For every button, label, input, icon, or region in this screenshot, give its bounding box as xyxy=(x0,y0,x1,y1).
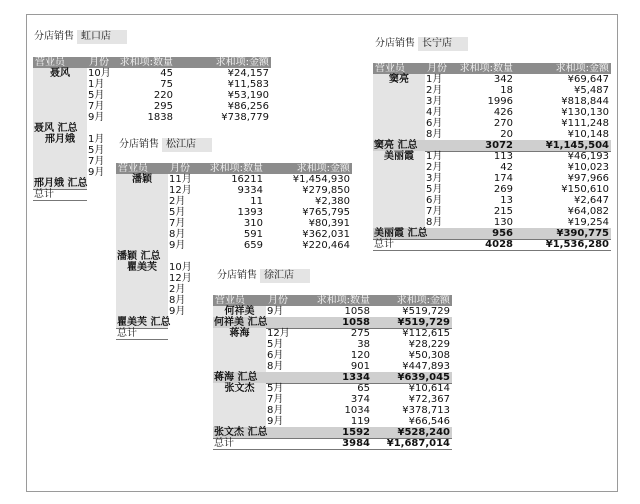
month-cell[interactable]: 8月 xyxy=(267,405,284,416)
amount-cell[interactable]: ¥111,248 xyxy=(561,118,609,129)
salesperson-cell-bg xyxy=(116,174,168,251)
month-cell[interactable]: 9月 xyxy=(88,112,105,123)
subtotal-qty[interactable]: 956 xyxy=(492,228,513,239)
amount-cell[interactable]: ¥1,454,930 xyxy=(292,174,350,185)
pivot-title-hongkou xyxy=(33,30,127,44)
qty-cell[interactable]: 174 xyxy=(493,173,513,184)
header-month[interactable]: 月份 xyxy=(170,163,190,174)
month-cell[interactable]: 2月 xyxy=(169,196,186,207)
month-cell[interactable]: 1月 xyxy=(88,79,105,90)
month-cell[interactable]: 9月 xyxy=(169,240,186,251)
qty-cell[interactable]: 11 xyxy=(250,196,263,207)
amount-cell[interactable]: ¥10,148 xyxy=(567,129,609,140)
salesperson-name[interactable]: 何祥美 xyxy=(224,306,255,317)
pivot-header-row xyxy=(116,163,352,174)
qty-cell[interactable]: 113 xyxy=(493,151,513,162)
subtotal-qty[interactable]: 3072 xyxy=(485,140,513,151)
subtotal-amount[interactable]: ¥519,729 xyxy=(397,317,450,328)
amount-cell[interactable]: ¥66,546 xyxy=(408,416,450,427)
subtotal-label[interactable]: 蒋海 汇总 xyxy=(214,372,258,383)
qty-cell[interactable]: 1838 xyxy=(147,112,173,123)
pivot-title-value[interactable]: 徐汇店 xyxy=(260,269,310,283)
grand-total-line xyxy=(116,339,168,340)
qty-cell[interactable]: 1393 xyxy=(237,207,263,218)
header-amount[interactable]: 求和项:金额 xyxy=(215,57,269,68)
salesperson-name[interactable]: 张文杰 xyxy=(224,383,255,394)
header-qty[interactable]: 求和项:数量 xyxy=(209,163,263,174)
month-cell[interactable]: 7月 xyxy=(267,394,284,405)
qty-cell[interactable]: 659 xyxy=(243,240,263,251)
grand-total-line xyxy=(373,250,611,251)
amount-cell[interactable]: ¥112,615 xyxy=(402,328,450,339)
amount-cell[interactable]: ¥2,380 xyxy=(315,196,350,207)
qty-cell[interactable]: 220 xyxy=(153,90,173,101)
header-month[interactable]: 月份 xyxy=(268,295,288,306)
amount-cell[interactable]: ¥97,966 xyxy=(567,173,609,184)
month-cell[interactable]: 2月 xyxy=(426,85,443,96)
amount-cell[interactable]: ¥24,157 xyxy=(227,68,269,79)
amount-cell[interactable]: ¥362,031 xyxy=(302,229,350,240)
header-salesperson[interactable]: 营业员 xyxy=(35,57,65,68)
month-cell[interactable]: 5月 xyxy=(426,184,443,195)
subtotal-label[interactable]: 何祥美 汇总 xyxy=(214,317,268,328)
qty-cell[interactable]: 65 xyxy=(357,383,370,394)
month-cell[interactable]: 8月 xyxy=(426,129,443,140)
amount-cell[interactable]: ¥19,254 xyxy=(567,217,609,228)
subtotal-qty[interactable]: 1592 xyxy=(342,427,370,438)
pivot-header-row xyxy=(33,57,271,68)
month-cell[interactable]: 3月 xyxy=(426,96,443,107)
grand-total-line xyxy=(213,449,452,450)
month-cell[interactable]: 6月 xyxy=(426,195,443,206)
qty-cell[interactable]: 9334 xyxy=(237,185,263,196)
month-cell[interactable]: 12月 xyxy=(267,328,290,339)
qty-cell[interactable]: 374 xyxy=(350,394,370,405)
amount-cell[interactable]: ¥738,779 xyxy=(221,112,269,123)
pivot-table-xuhui xyxy=(213,295,452,450)
month-cell[interactable]: 7月 xyxy=(169,218,186,229)
amount-cell[interactable]: ¥72,367 xyxy=(408,394,450,405)
salesperson-cell-bg xyxy=(373,151,425,228)
month-cell[interactable]: 1月 xyxy=(426,151,443,162)
pivot-header-row xyxy=(213,295,452,306)
subtotal-qty[interactable]: 1058 xyxy=(342,317,370,328)
month-cell[interactable]: 7月 xyxy=(426,206,443,217)
pivot-title-label: 分店销售 xyxy=(217,270,257,281)
month-cell[interactable]: 6月 xyxy=(267,350,284,361)
grand-total-line xyxy=(33,200,87,201)
pivot-title-value[interactable]: 虹口店 xyxy=(77,30,127,44)
month-cell[interactable]: 8月 xyxy=(426,217,443,228)
salesperson-name[interactable]: 蒋海 xyxy=(229,328,250,339)
pivot-table-changning xyxy=(373,63,611,251)
grand-total-qty[interactable]: 3984 xyxy=(342,438,370,449)
pivot-title-label: 分店销售 xyxy=(119,139,159,150)
month-cell[interactable]: 5月 xyxy=(88,145,105,156)
qty-cell[interactable]: 901 xyxy=(350,361,370,372)
amount-cell[interactable]: ¥10,023 xyxy=(567,162,609,173)
amount-cell[interactable]: ¥10,614 xyxy=(408,383,450,394)
qty-cell[interactable]: 16211 xyxy=(231,174,263,185)
pivot-header-row xyxy=(373,63,611,74)
salesperson-name[interactable]: 邢月娥 xyxy=(45,134,75,145)
qty-cell[interactable]: 38 xyxy=(357,339,370,350)
month-cell[interactable]: 9月 xyxy=(267,306,284,317)
month-cell[interactable]: 3月 xyxy=(426,173,443,184)
amount-cell[interactable]: ¥519,729 xyxy=(402,306,450,317)
amount-cell[interactable]: ¥69,647 xyxy=(567,74,609,85)
month-cell[interactable]: 12月 xyxy=(169,185,192,196)
month-cell[interactable]: 8月 xyxy=(267,361,284,372)
pivot-title-label: 分店销售 xyxy=(375,38,415,49)
pivot-title-value[interactable]: 松江店 xyxy=(162,138,212,152)
qty-cell[interactable]: 13 xyxy=(500,195,513,206)
grand-total-amount[interactable]: ¥1,687,014 xyxy=(386,438,450,449)
amount-cell[interactable]: ¥279,850 xyxy=(302,185,350,196)
salesperson-name[interactable]: 窦亮 xyxy=(389,74,409,85)
salesperson-name[interactable]: 美丽霞 xyxy=(384,151,414,162)
month-cell[interactable]: 7月 xyxy=(88,156,105,167)
month-cell[interactable]: 11月 xyxy=(169,174,192,185)
amount-cell[interactable]: ¥130,130 xyxy=(561,107,609,118)
amount-cell[interactable]: ¥447,893 xyxy=(402,361,450,372)
header-qty[interactable]: 求和项:数量 xyxy=(459,63,513,74)
header-amount[interactable]: 求和项:金额 xyxy=(396,295,450,306)
month-cell[interactable]: 7月 xyxy=(88,101,105,112)
qty-cell[interactable]: 18 xyxy=(500,85,513,96)
qty-cell[interactable]: 342 xyxy=(493,74,513,85)
subtotal-amount[interactable]: ¥390,775 xyxy=(556,228,609,239)
pivot-title-changning xyxy=(374,37,468,51)
salesperson-name[interactable]: 潘颖 xyxy=(132,174,152,185)
salesperson-name[interactable]: 聂风 xyxy=(50,68,70,79)
qty-cell[interactable]: 1996 xyxy=(487,96,513,107)
amount-cell[interactable]: ¥64,082 xyxy=(567,206,609,217)
month-cell[interactable]: 1月 xyxy=(88,134,105,145)
month-cell[interactable]: 8月 xyxy=(169,295,186,306)
grand-total-label[interactable]: 总计 xyxy=(374,239,394,250)
pivot-title-value[interactable]: 长宁店 xyxy=(418,37,468,51)
amount-cell[interactable]: ¥150,610 xyxy=(561,184,609,195)
pivot-title-label: 分店销售 xyxy=(34,31,74,42)
header-qty[interactable]: 求和项:数量 xyxy=(316,295,370,306)
month-cell[interactable]: 10月 xyxy=(88,68,111,79)
subtotal-label[interactable]: 张文杰 汇总 xyxy=(214,427,268,438)
qty-cell[interactable]: 270 xyxy=(493,118,513,129)
amount-cell[interactable]: ¥28,229 xyxy=(408,339,450,350)
month-cell[interactable]: 2月 xyxy=(169,284,186,295)
amount-cell[interactable]: ¥2,647 xyxy=(574,195,609,206)
qty-cell[interactable]: 130 xyxy=(493,217,513,228)
month-cell[interactable]: 12月 xyxy=(169,273,192,284)
qty-cell[interactable]: 275 xyxy=(350,328,370,339)
qty-cell[interactable]: 75 xyxy=(160,79,173,90)
header-qty[interactable]: 求和项:数量 xyxy=(119,57,173,68)
amount-cell[interactable]: ¥86,256 xyxy=(227,101,269,112)
qty-cell[interactable]: 215 xyxy=(493,206,513,217)
salesperson-name[interactable]: 瞿美芙 xyxy=(127,262,157,273)
qty-cell[interactable]: 20 xyxy=(500,129,513,140)
qty-cell[interactable]: 295 xyxy=(153,101,173,112)
qty-cell[interactable]: 42 xyxy=(500,162,513,173)
header-salesperson[interactable]: 营业员 xyxy=(118,163,148,174)
amount-cell[interactable]: ¥378,713 xyxy=(402,405,450,416)
subtotal-amount[interactable]: ¥1,145,504 xyxy=(545,140,609,151)
qty-cell[interactable]: 269 xyxy=(493,184,513,195)
month-cell[interactable]: 5月 xyxy=(88,90,105,101)
month-cell[interactable]: 5月 xyxy=(267,339,284,350)
amount-cell[interactable]: ¥220,464 xyxy=(302,240,350,251)
grand-total-label[interactable]: 总计 xyxy=(117,328,137,339)
amount-cell[interactable]: ¥46,193 xyxy=(567,151,609,162)
subtotal-label[interactable]: 瞿美芙 汇总 xyxy=(117,317,171,328)
qty-cell[interactable]: 426 xyxy=(493,107,513,118)
qty-cell[interactable]: 591 xyxy=(243,229,263,240)
header-amount[interactable]: 求和项:金额 xyxy=(296,163,350,174)
qty-cell[interactable]: 45 xyxy=(160,68,173,79)
month-cell[interactable]: 9月 xyxy=(88,167,105,178)
amount-cell[interactable]: ¥80,391 xyxy=(308,218,350,229)
qty-cell[interactable]: 1058 xyxy=(344,306,370,317)
month-cell[interactable]: 10月 xyxy=(169,262,192,273)
header-salesperson[interactable]: 营业员 xyxy=(215,295,245,306)
subtotal-label[interactable]: 窦亮 汇总 xyxy=(374,140,418,151)
month-cell[interactable]: 8月 xyxy=(169,229,186,240)
month-cell[interactable]: 5月 xyxy=(267,383,284,394)
amount-cell[interactable]: ¥5,487 xyxy=(574,85,609,96)
subtotal-label[interactable]: 潘颖 汇总 xyxy=(117,251,161,262)
subtotal-label[interactable]: 邢月娥 汇总 xyxy=(34,178,88,189)
qty-cell[interactable]: 310 xyxy=(243,218,263,229)
qty-cell[interactable]: 119 xyxy=(350,416,370,427)
qty-cell[interactable]: 120 xyxy=(350,350,370,361)
amount-cell[interactable]: ¥765,795 xyxy=(302,207,350,218)
grand-total-qty[interactable]: 4028 xyxy=(485,239,513,250)
month-cell[interactable]: 4月 xyxy=(426,107,443,118)
subtotal-label[interactable]: 聂风 汇总 xyxy=(34,123,78,134)
month-cell[interactable]: 1月 xyxy=(426,74,443,85)
header-salesperson[interactable]: 营业员 xyxy=(375,63,405,74)
header-month[interactable]: 月份 xyxy=(89,57,109,68)
qty-cell[interactable]: 1034 xyxy=(344,405,370,416)
amount-cell[interactable]: ¥53,190 xyxy=(227,90,269,101)
month-cell[interactable]: 2月 xyxy=(426,162,443,173)
header-amount[interactable]: 求和项:金额 xyxy=(555,63,609,74)
subtotal-qty[interactable]: 1334 xyxy=(342,372,370,383)
amount-cell[interactable]: ¥11,583 xyxy=(227,79,269,90)
grand-total-amount[interactable]: ¥1,536,280 xyxy=(545,239,609,250)
month-cell[interactable]: 9月 xyxy=(169,306,186,317)
amount-cell[interactable]: ¥818,844 xyxy=(561,96,609,107)
month-cell[interactable]: 6月 xyxy=(426,118,443,129)
month-cell[interactable]: 9月 xyxy=(267,416,284,427)
month-cell[interactable]: 5月 xyxy=(169,207,186,218)
subtotal-amount[interactable]: ¥639,045 xyxy=(397,372,450,383)
grand-total-label[interactable]: 总计 xyxy=(214,438,234,449)
grand-total-label[interactable]: 总计 xyxy=(34,189,54,200)
subtotal-label[interactable]: 美丽霞 汇总 xyxy=(374,228,428,239)
subtotal-amount[interactable]: ¥528,240 xyxy=(397,427,450,438)
header-month[interactable]: 月份 xyxy=(427,63,447,74)
amount-cell[interactable]: ¥50,308 xyxy=(408,350,450,361)
